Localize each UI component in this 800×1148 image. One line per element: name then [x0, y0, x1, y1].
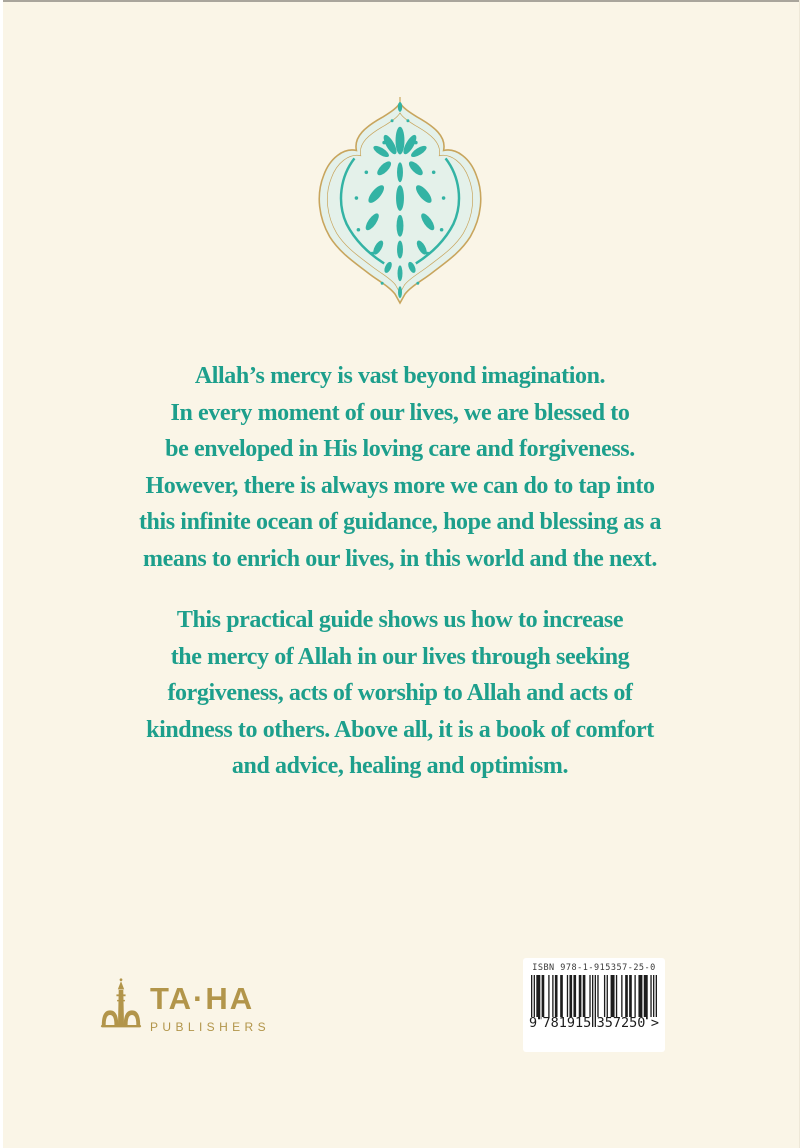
- barcode-group-1: 781915: [542, 1015, 592, 1031]
- damask-medallion-icon: [312, 97, 488, 307]
- blurb-line: However, there is always more we can do to tap into: [145, 472, 655, 499]
- blurb-line: be enveloped in His loving care and forgiveness.: [165, 436, 635, 462]
- publisher-subtitle: PUBLISHERS: [150, 1020, 271, 1034]
- scan-edge-left: [0, 0, 3, 1148]
- blurb-line: forgiveness, acts of worship to Allah and acts of: [167, 680, 633, 706]
- blurb-line: means to enrich our lives, in this world and the next.: [143, 545, 657, 572]
- mosque-minaret-icon: [100, 975, 142, 1033]
- blurb-paragraph-2: [80, 602, 720, 785]
- isbn-barcode-panel: [523, 958, 665, 1052]
- barcode-group-2: 357250: [596, 1015, 646, 1031]
- blurb-line: Allah’s mercy is vast beyond imagination.: [194, 363, 606, 389]
- publisher-logo: [100, 975, 270, 1034]
- blurb-line: the mercy of Allah in our lives through seeking: [170, 643, 630, 670]
- blurb-line: In every moment of our lives, we are blessed to: [170, 399, 630, 426]
- barcode-left-digit: 9: [529, 1015, 538, 1031]
- blurb-line: this infinite ocean of guidance, hope and blessing as a: [138, 509, 662, 535]
- barcode-digits: [528, 1017, 660, 1031]
- back-cover-blurb: [80, 358, 720, 785]
- blurb-line: and advice, healing and optimism.: [231, 753, 569, 779]
- blurb-line: This practical guide shows us how to increase: [176, 607, 624, 633]
- publisher-logo-text: [150, 975, 270, 1034]
- blurb-paragraph-1: [80, 358, 720, 577]
- damask-medallion-ornament: [312, 97, 488, 307]
- isbn-label: ISBN 978-1-915357-25-0: [532, 963, 656, 973]
- scan-edge-top: [0, 0, 800, 2]
- blurb-line: kindness to others. Above all, it is a book of comfort: [146, 716, 654, 743]
- barcode-arrow: >: [650, 1015, 659, 1031]
- publisher-name: TA·HA: [150, 981, 255, 1016]
